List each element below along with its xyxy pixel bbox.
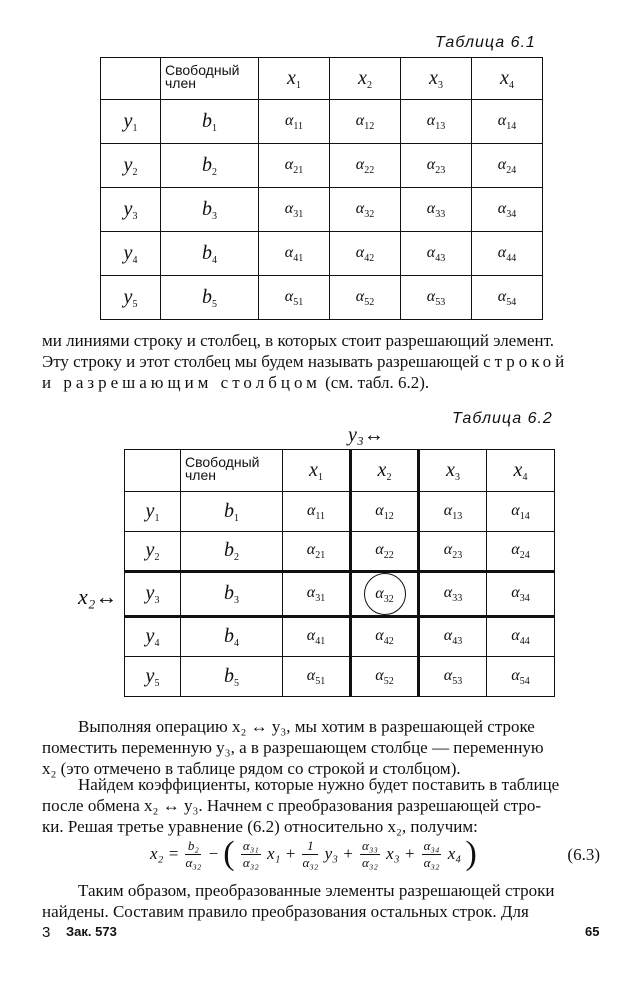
free-term-b2: $b_2$ <box>181 532 283 572</box>
coef-a13: $\alpha_{13}$ <box>401 100 472 144</box>
header-row <box>125 450 555 492</box>
formula-lhs: x₂ = <box>150 844 180 863</box>
coef-a14: $\alpha_{14}$ <box>487 492 555 532</box>
free-term-b5: $b_5$ <box>181 657 283 697</box>
formula-plus-2: + <box>342 844 354 863</box>
para4-line2: найдены. Составим правило преобразования остальных строк. Для <box>42 902 529 921</box>
formula-paren-open: ( <box>223 835 235 872</box>
coef-a52: $\alpha_{52}$ <box>351 657 419 697</box>
formula-frac-2: $\frac{\text{α₃₁}}{\text{α₃₂}}$ <box>242 837 259 870</box>
paragraph-3 <box>42 774 602 837</box>
column-exchange-label: y₃↔ <box>348 424 384 446</box>
para3-line2: после обмена x₂ ↔ y₃. Начнем с преобразования разрешающей стро- <box>42 796 542 815</box>
table-row <box>125 617 555 657</box>
coef-a22: $\alpha_{22}$ <box>351 532 419 572</box>
coef-a31: $\alpha_{31}$ <box>283 572 351 617</box>
formula-var-x3: x₃ <box>386 844 400 863</box>
table1 <box>100 57 543 320</box>
coef-a23: $\alpha_{23}$ <box>401 144 472 188</box>
row-var-y5: $y_5$ <box>125 657 181 697</box>
table-row <box>125 572 555 617</box>
formula-number: (6.3) <box>567 845 600 864</box>
formula-minus: − <box>207 844 220 863</box>
para3-line3: ки. Решая третье уравнение (6.2) относительно x₂, получим: <box>42 817 478 836</box>
free-term-header: Свободный член <box>181 450 283 492</box>
page-number: 65 <box>585 924 600 939</box>
table-row <box>125 492 555 532</box>
coef-a34: $\alpha_{34}$ <box>487 572 555 617</box>
free-term-b3: $b_3$ <box>181 572 283 617</box>
coef-a54: $\alpha_{54}$ <box>472 276 543 320</box>
coef-a12: $\alpha_{12}$ <box>351 492 419 532</box>
coef-a31: $\alpha_{31}$ <box>259 188 330 232</box>
coef-a23: $\alpha_{23}$ <box>419 532 487 572</box>
table-row <box>125 532 555 572</box>
free-term-b3: $b_3$ <box>161 188 259 232</box>
var-header-x3: $x_3$ <box>419 450 487 492</box>
table-row <box>101 100 543 144</box>
coef-a43: $\alpha_{43}$ <box>419 617 487 657</box>
var-header-x4: $x_4$ <box>472 58 543 100</box>
footer-order-number: 3 <box>42 924 51 941</box>
para1-line1: ми линиями строку и столбец, в которых стоит разрешающий элемент. <box>42 331 555 350</box>
var-header-x1: $x_1$ <box>259 58 330 100</box>
coef-a44: $\alpha_{44}$ <box>487 617 555 657</box>
coef-a41: $\alpha_{41}$ <box>283 617 351 657</box>
footer-order-text: Зак. 573 <box>66 924 117 939</box>
coef-a14: $\alpha_{14}$ <box>472 100 543 144</box>
row-var-y2: $y_2$ <box>125 532 181 572</box>
coef-a51: $\alpha_{51}$ <box>259 276 330 320</box>
coef-a12: $\alpha_{12}$ <box>330 100 401 144</box>
para4-line1: Таким образом, преобразованные элементы разрешающей строки <box>78 881 555 900</box>
formula-frac-4: $\frac{\text{α₃₃}}{\text{α₃₂}}$ <box>362 837 378 870</box>
coef-a53: $\alpha_{53}$ <box>419 657 487 697</box>
table2-caption: Таблица 6.2 <box>452 410 553 427</box>
formula-frac-1: $\frac{\text{b₂}}{\text{α₃₂}}$ <box>185 837 202 870</box>
coef-a13: $\alpha_{13}$ <box>419 492 487 532</box>
row-var-y3: $y_3$ <box>101 188 161 232</box>
var-header-x2: $x_2$ <box>330 58 401 100</box>
free-term-b1: $b_1$ <box>181 492 283 532</box>
coef-a42: $\alpha_{42}$ <box>351 617 419 657</box>
free-term-b2: $b_2$ <box>161 144 259 188</box>
formula-plus-3: + <box>403 844 416 863</box>
coef-a54: $\alpha_{54}$ <box>487 657 555 697</box>
free-term-b1: $b_1$ <box>161 100 259 144</box>
coef-a11: $\alpha_{11}$ <box>283 492 351 532</box>
formula-var-y3: y₃ <box>324 844 339 863</box>
var-header-x2: $x_2$ <box>351 450 419 492</box>
coef-a21: $\alpha_{21}$ <box>283 532 351 572</box>
row-var-y5: $y_5$ <box>101 276 161 320</box>
coef-a53: $\alpha_{53}$ <box>401 276 472 320</box>
free-term-header: Свободный член <box>161 58 259 100</box>
var-header-x4: $x_4$ <box>487 450 555 492</box>
table-row <box>101 232 543 276</box>
coef-a22: $\alpha_{22}$ <box>330 144 401 188</box>
formula-frac-5: $\frac{\text{α₃₄}}{\text{α₃₂}}$ <box>423 837 440 870</box>
table-row <box>101 276 543 320</box>
coef-a34: $\alpha_{34}$ <box>472 188 543 232</box>
coef-a32: $\alpha_{32}$ <box>330 188 401 232</box>
formula-6-3 <box>150 835 610 881</box>
coef-a11: $\alpha_{11}$ <box>259 100 330 144</box>
coef-a33: $\alpha_{33}$ <box>401 188 472 232</box>
coef-a41: $\alpha_{41}$ <box>259 232 330 276</box>
para3-line1: Найдем коэффициенты, которые нужно будет поставить в таблице <box>78 775 560 794</box>
coef-a44: $\alpha_{44}$ <box>472 232 543 276</box>
para1-line3: и разрешающим столбцом (см. табл. 6.2). <box>42 373 430 392</box>
row-exchange-label: x₂↔ <box>78 584 118 609</box>
paragraph-4 <box>42 880 602 922</box>
row-var-y4: $y_4$ <box>125 617 181 657</box>
table-row <box>125 657 555 697</box>
header-row <box>101 58 543 100</box>
para2-line1: Выполняя операцию x₂ ↔ y₃, мы хотим в разрешающей строке <box>78 717 535 736</box>
table-row <box>101 188 543 232</box>
coef-a21: $\alpha_{21}$ <box>259 144 330 188</box>
coef-a51: $\alpha_{51}$ <box>283 657 351 697</box>
row-var-y1: $y_1$ <box>101 100 161 144</box>
corner-cell <box>125 450 181 492</box>
table1-caption: Таблица 6.1 <box>435 34 536 51</box>
formula-plus-1: + <box>284 844 297 863</box>
row-var-y1: $y_1$ <box>125 492 181 532</box>
free-term-b4: $b_4$ <box>181 617 283 657</box>
para2-line2: поместить переменную y₃, а в разрешающем столбце — переменную <box>42 738 544 757</box>
var-header-x3: $x_3$ <box>401 58 472 100</box>
paragraph-1 <box>42 330 602 393</box>
table-row <box>101 144 543 188</box>
formula-var-x1: x₁ <box>267 844 281 863</box>
paragraph-2 <box>42 716 602 779</box>
formula-frac-3: $\frac{1}{\text{α₃₂}}$ <box>302 837 319 870</box>
para2-line3: x₂ (это отмечено в таблице рядом со строкой и столбцом). <box>42 759 461 778</box>
row-var-y4: $y_4$ <box>101 232 161 276</box>
formula-var-x4: x₄ <box>447 844 462 863</box>
formula-paren-close: ) <box>465 835 477 872</box>
free-term-b4: $b_4$ <box>161 232 259 276</box>
coef-a42: $\alpha_{42}$ <box>330 232 401 276</box>
var-header-x1: $x_1$ <box>283 450 351 492</box>
coef-a24: $\alpha_{24}$ <box>487 532 555 572</box>
coef-a32 <box>351 572 419 617</box>
coef-a43: $\alpha_{43}$ <box>401 232 472 276</box>
pivot-element-circle: $\alpha_{32}$ <box>364 573 406 615</box>
para1-line2: Эту строку и этот столбец мы будем называть разрешающей строкой <box>42 352 569 371</box>
corner-cell <box>101 58 161 100</box>
free-term-b5: $b_5$ <box>161 276 259 320</box>
row-var-y2: $y_2$ <box>101 144 161 188</box>
row-var-y3: $y_3$ <box>125 572 181 617</box>
table2 <box>124 449 555 697</box>
coef-a52: $\alpha_{52}$ <box>330 276 401 320</box>
coef-a33: $\alpha_{33}$ <box>419 572 487 617</box>
coef-a24: $\alpha_{24}$ <box>472 144 543 188</box>
